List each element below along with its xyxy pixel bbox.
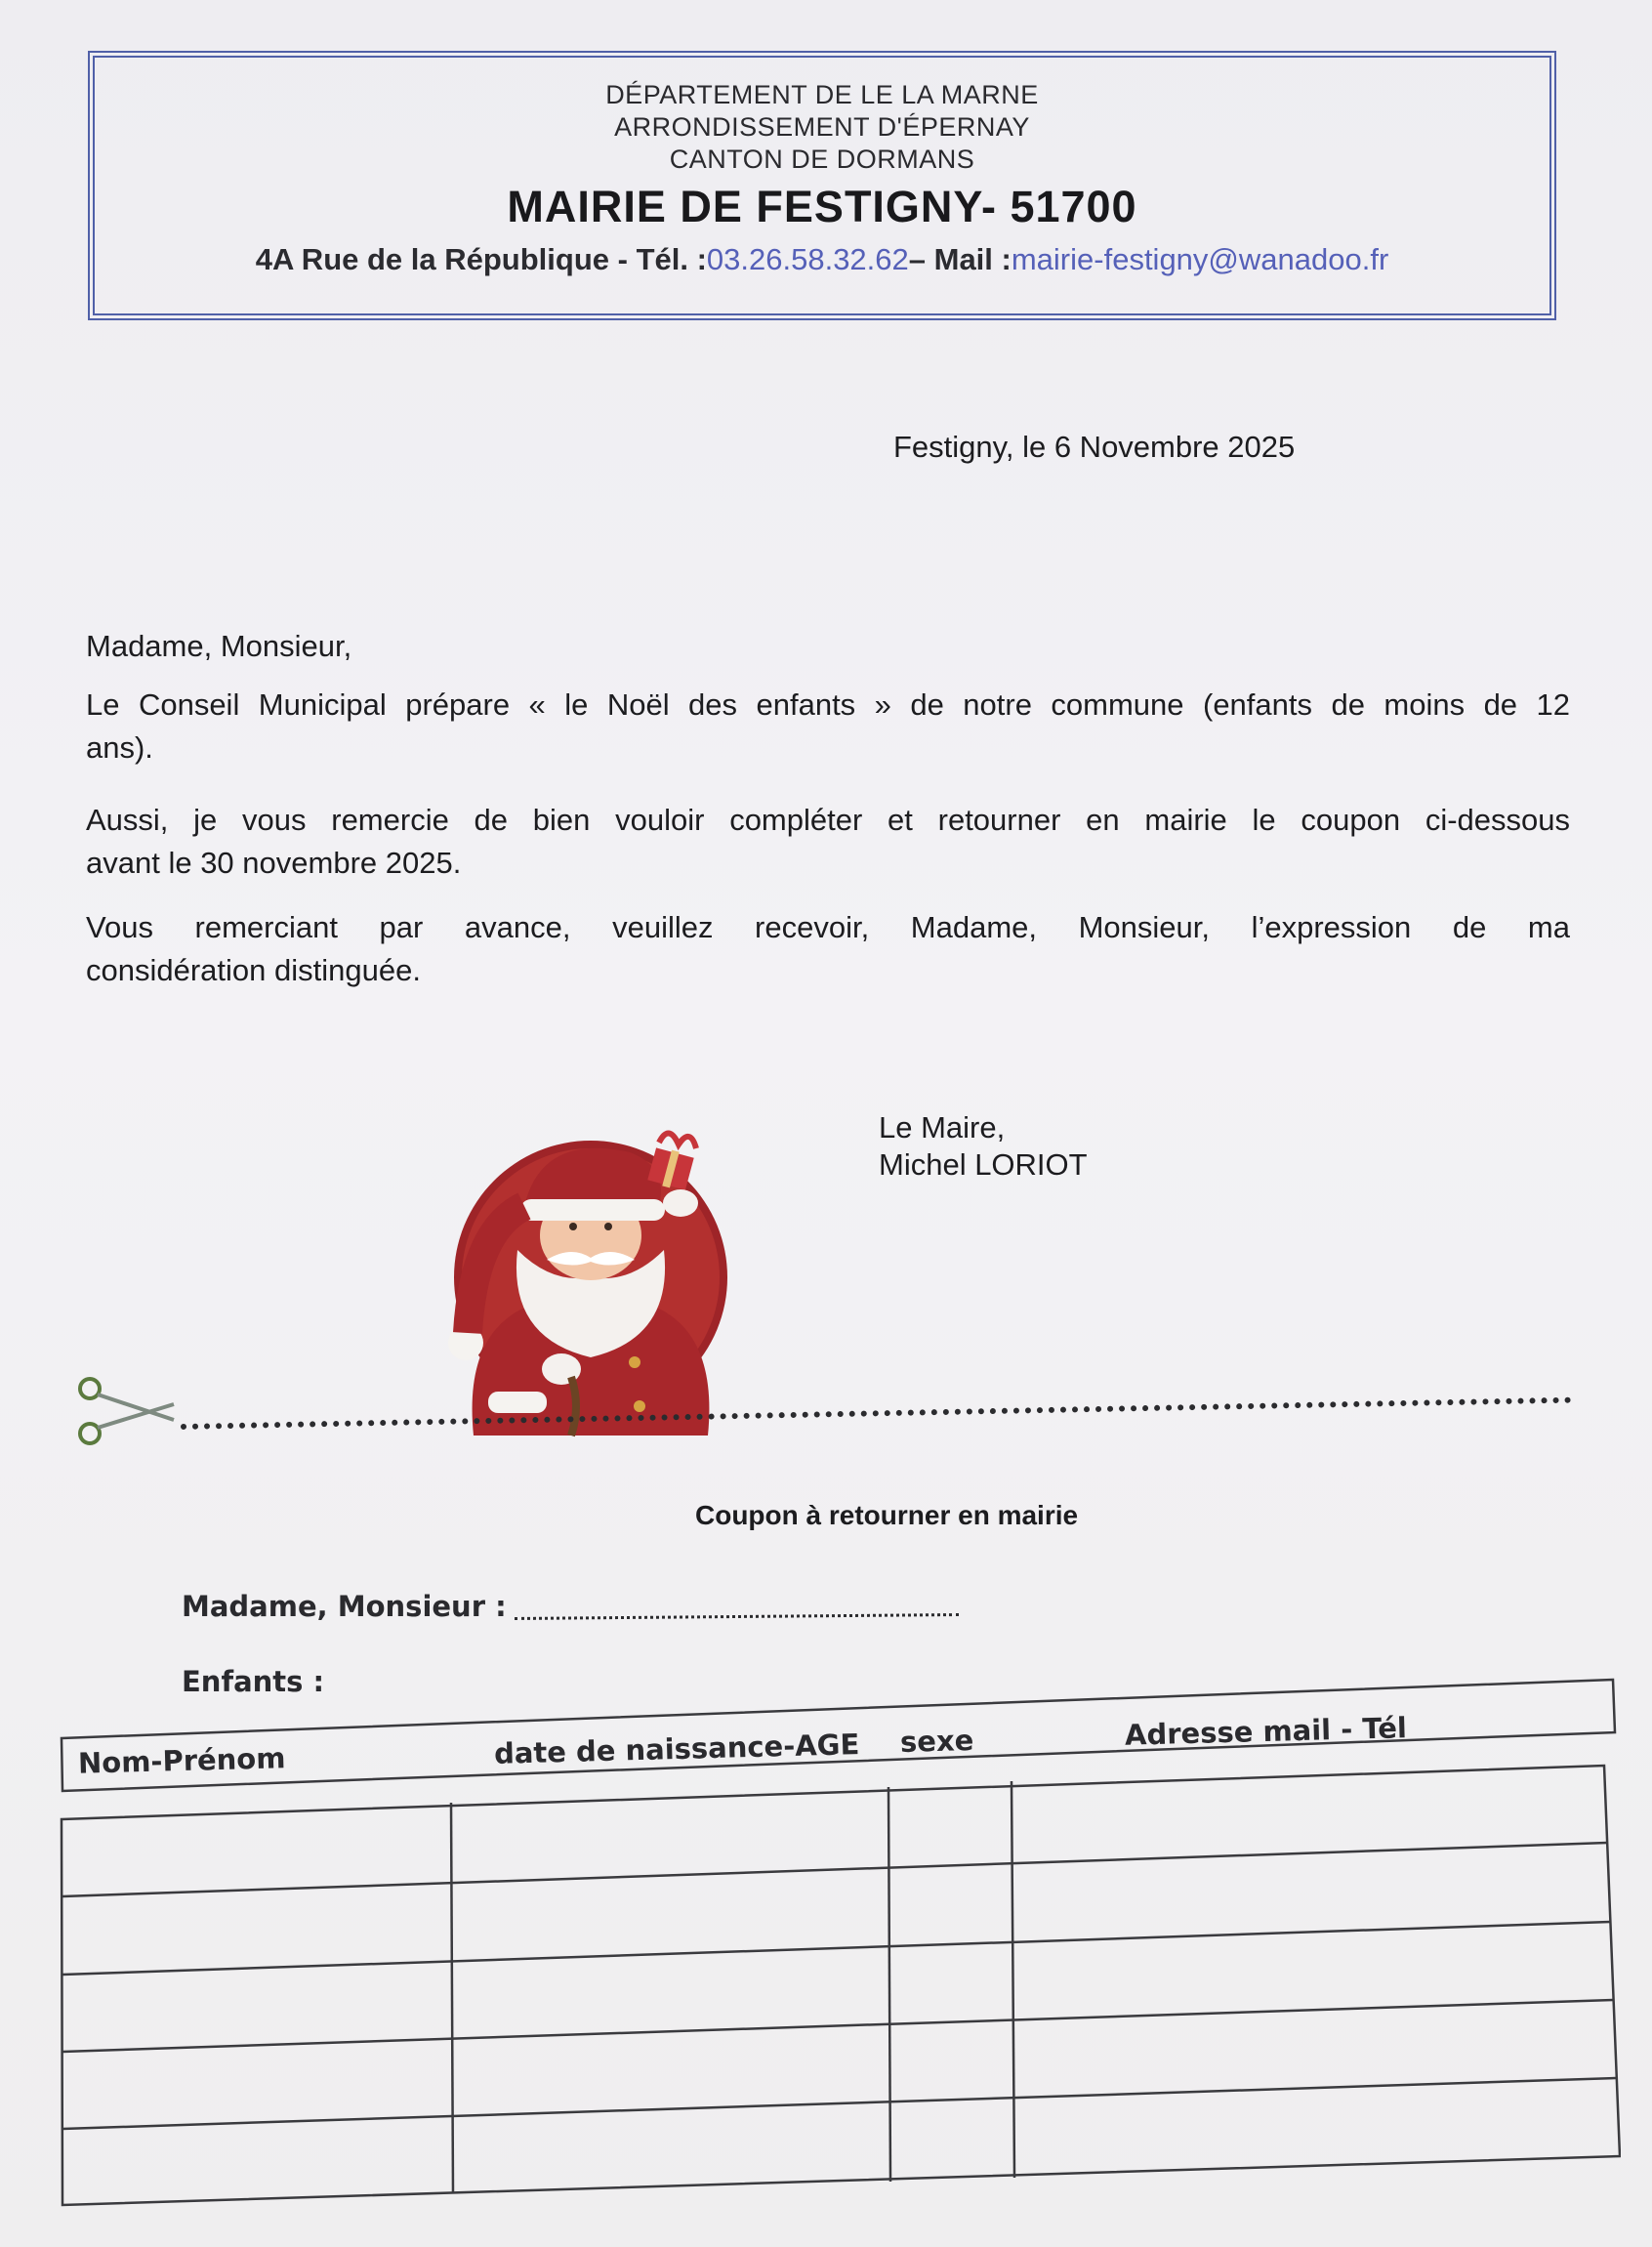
paragraph-3 [86,906,1570,992]
scissors-icon [76,1377,184,1445]
paragraph-3-line-2: considération distinguée. [86,953,421,987]
email-address: mairie-festigny@wanadoo.fr [1011,242,1389,276]
santa-claus-icon [434,1113,737,1445]
salutation: Madame, Monsieur, [86,629,352,663]
children-label: Enfants : [182,1665,325,1698]
table-row[interactable] [66,2142,1599,2190]
table-row[interactable] [66,1912,1599,1966]
name-field-line[interactable] [515,1613,959,1620]
paragraph-1-line-2: ans). [86,730,153,765]
paragraph-1-line-1: Le Conseil Municipal prépare « le Noël des enfants » de notre commune (enfants de moins de 12 [86,687,1570,722]
name-field-label: Madame, Monsieur : [182,1590,507,1623]
letterhead-box [88,51,1556,320]
signature-name: Michel LORIOT [879,1147,1088,1182]
address-text: 4A Rue de la République - Tél. : [255,242,707,276]
cut-dotted-line [181,1397,1572,1430]
mairie-title: MAIRIE DE FESTIGNY- 51700 [507,182,1137,231]
paragraph-2-line-2: avant le 30 novembre 2025. [86,846,462,880]
mail-label: – Mail : [908,242,1012,276]
column-header-name: Nom-Prénom [77,1741,286,1780]
phone-number: 03.26.58.32.62 [706,242,909,276]
paragraph-1 [86,684,1570,770]
coupon-title: Coupon à retourner en mairie [695,1500,1079,1530]
children-table [59,1678,1621,2225]
signature-block [879,1109,1088,1184]
paragraph-3-line-1: Vous remerciant par avance, veuillez recevoir, Madame, Monsieur, l’expression de ma [86,910,1570,944]
signature-title: Le Maire, [879,1110,1006,1144]
paragraph-2-line-1: Aussi, je vous remercie de bien vouloir compléter et retourner en mairie le coupon ci-dessous [86,803,1570,837]
column-header-contact: Adresse mail - Tél [1124,1711,1408,1752]
table-row[interactable] [66,1834,1599,1888]
table-row[interactable] [66,1990,1599,2044]
table-row[interactable] [66,2068,1599,2122]
canton-line: CANTON DE DORMANS [669,145,975,174]
contact-line [95,242,1549,277]
column-header-sex: sexe [899,1724,974,1759]
column-header-birthdate: date de naissance-AGE [493,1727,860,1770]
department-line: DÉPARTEMENT DE LE LA MARNE [605,80,1039,109]
arrondissement-line: ARRONDISSEMENT D'ÉPERNAY [614,112,1030,142]
paragraph-2 [86,799,1570,885]
letter-date: Festigny, le 6 Novembre 2025 [893,430,1296,464]
